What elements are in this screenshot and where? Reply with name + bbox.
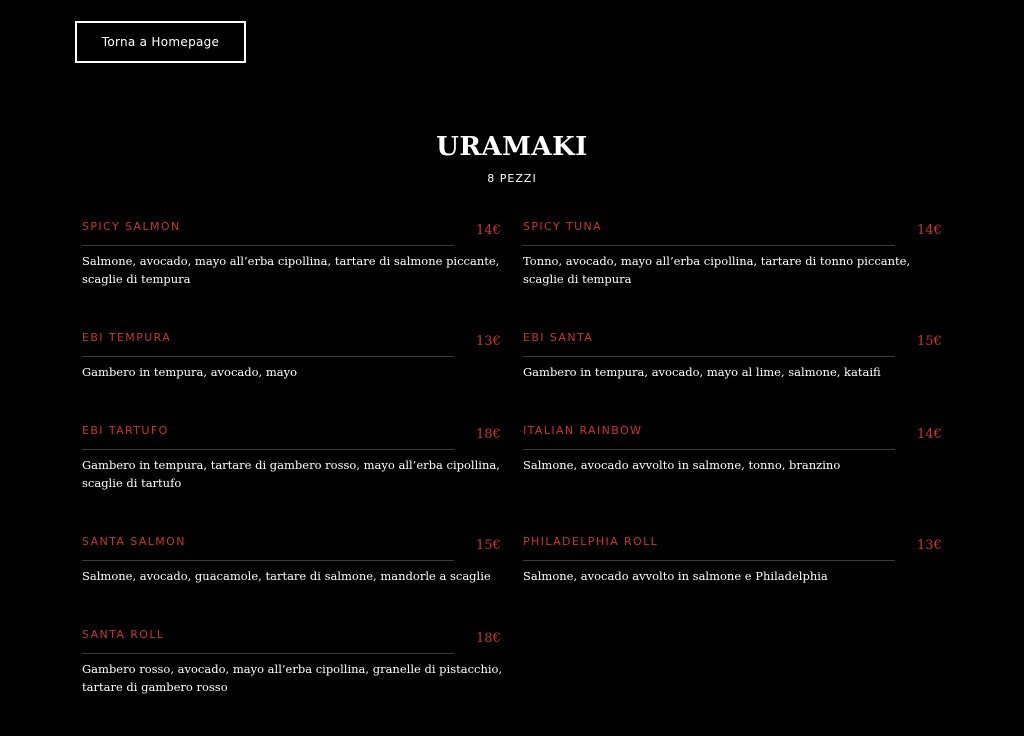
menu-item-header — [82, 218, 501, 246]
menu-item-description: Gambero in tempura, avocado, mayo — [82, 365, 298, 379]
menu-item-price: 14€ — [476, 223, 501, 238]
menu-item-name: SANTA SALMON — [82, 535, 186, 548]
menu-item — [82, 533, 504, 626]
menu-item — [523, 218, 945, 329]
menu-item-header — [523, 218, 942, 246]
menu-item-description: Gambero rosso, avocado, mayo all’erba cipollina, granelle di pistacchio, tartare di gambero rosso — [82, 662, 503, 694]
menu-list — [82, 218, 942, 696]
menu-item-name: ITALIAN RAINBOW — [523, 424, 643, 437]
menu-item-header — [82, 533, 501, 561]
menu-item-price: 14€ — [917, 427, 942, 442]
menu-item-name: PHILADELPHIA ROLL — [523, 535, 659, 548]
menu-item-price: 18€ — [476, 427, 501, 442]
home-button[interactable]: Torna a Homepage — [75, 21, 246, 63]
menu-item-description: Salmone, avocado avvolto in salmone, tonno, branzino — [523, 458, 841, 472]
menu-item-price: 14€ — [917, 223, 942, 238]
menu-item — [523, 533, 945, 626]
menu-item-name: EBI TEMPURA — [82, 331, 172, 344]
menu-item-description: Gambero in tempura, avocado, mayo al lime, salmone, kataifi — [523, 365, 881, 379]
menu-item-price: 13€ — [476, 334, 501, 349]
menu-item-description: Gambero in tempura, tartare di gambero rosso, mayo all’erba cipollina, scaglie di tartufo — [82, 458, 500, 490]
menu-item — [82, 626, 504, 696]
menu-item-header — [82, 329, 501, 357]
menu-item-price: 18€ — [476, 631, 501, 646]
menu-item-header — [82, 626, 501, 654]
menu-item-description: Salmone, avocado, guacamole, tartare di salmone, mandorle a scaglie — [82, 569, 491, 583]
menu-item — [82, 218, 504, 329]
menu-item — [523, 329, 945, 422]
menu-item-header — [523, 329, 942, 357]
menu-item — [82, 422, 504, 533]
section-subtitle: 8 PEZZI — [487, 172, 537, 185]
menu-item-name: SPICY SALMON — [82, 220, 181, 233]
menu-item-header — [82, 422, 501, 450]
menu-item-description: Salmone, avocado, mayo all’erba cipollina, tartare di salmone piccante, scaglie di tempura — [82, 254, 500, 286]
menu-item-header — [523, 533, 942, 561]
menu-item-header — [523, 422, 942, 450]
menu-item-price: 13€ — [917, 538, 942, 553]
menu-item-name: SPICY TUNA — [523, 220, 603, 233]
section-title: URAMAKI — [436, 132, 588, 162]
menu-item-description: Tonno, avocado, mayo all’erba cipollina, tartare di tonno piccante, scaglie di tempura — [523, 254, 911, 286]
menu-item-name: EBI SANTA — [523, 331, 594, 344]
menu-item-price: 15€ — [476, 538, 501, 553]
menu-item — [523, 422, 945, 533]
menu-item-description: Salmone, avocado avvolto in salmone e Philadelphia — [523, 569, 828, 583]
menu-item-price: 15€ — [917, 334, 942, 349]
menu-item-name: EBI TARTUFO — [82, 424, 169, 437]
menu-item-name: SANTA ROLL — [82, 628, 165, 641]
menu-item — [82, 329, 504, 422]
